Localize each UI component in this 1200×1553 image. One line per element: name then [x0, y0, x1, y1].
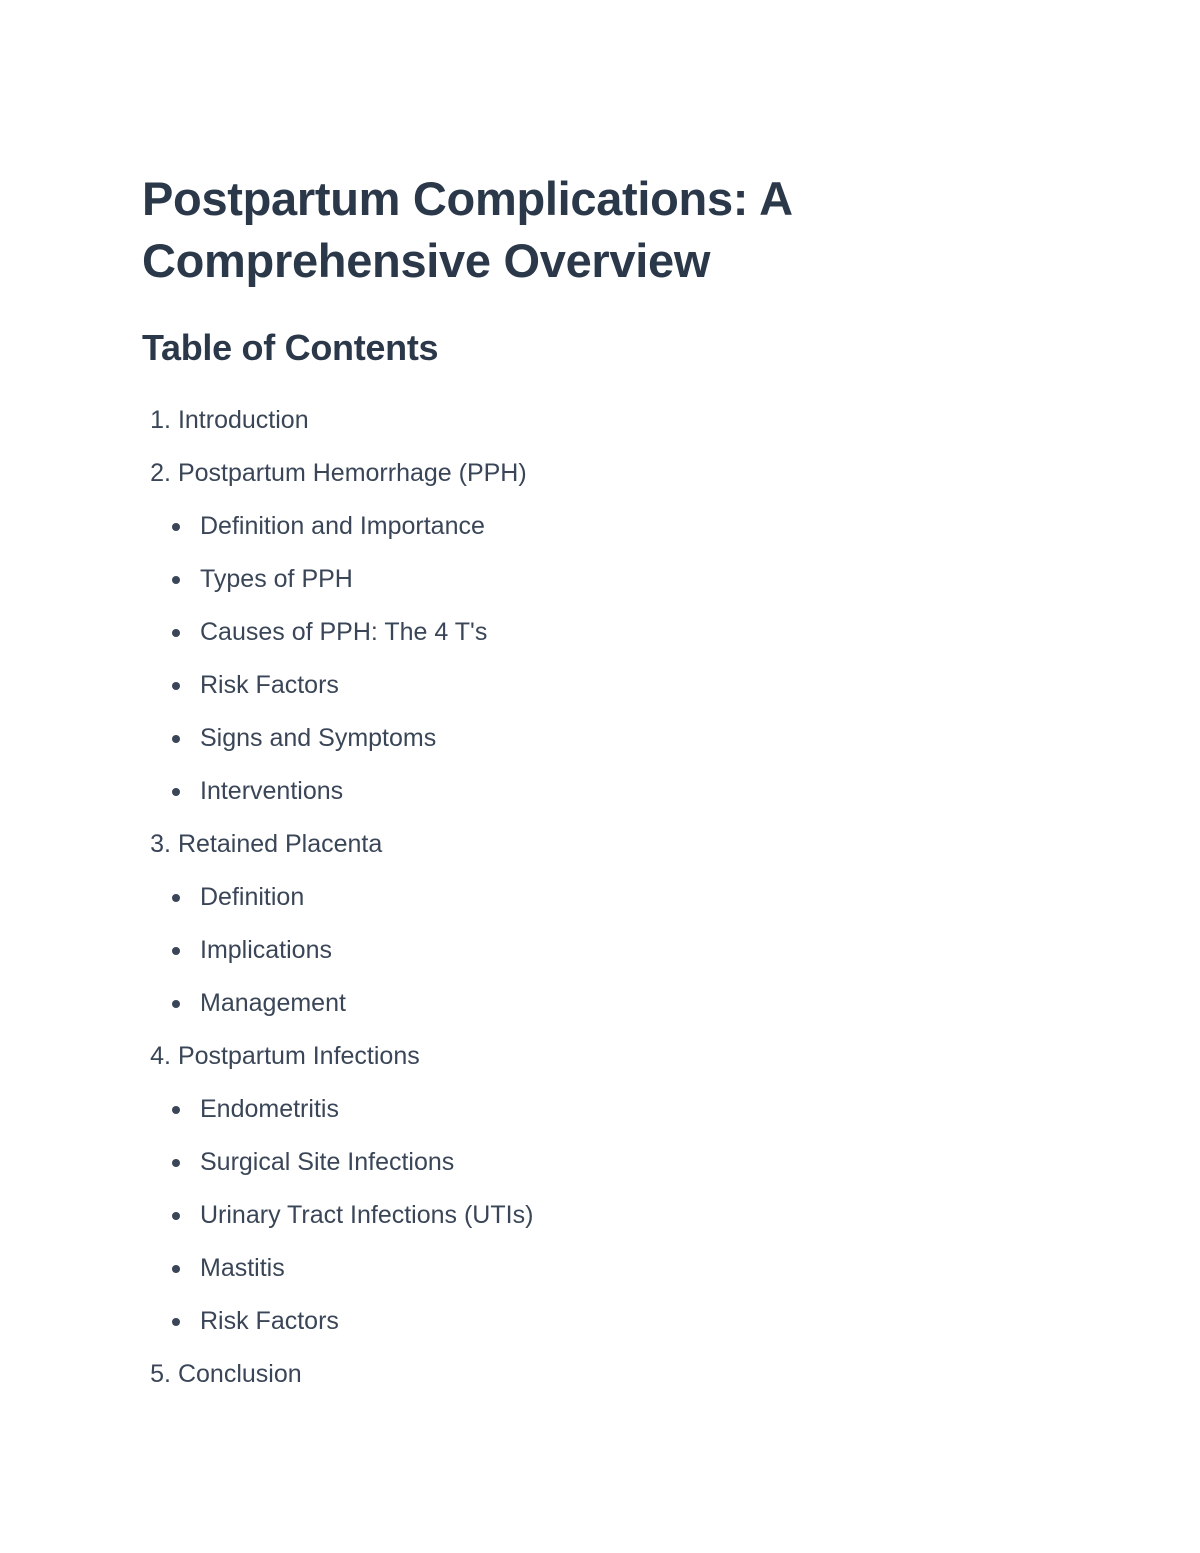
- toc-subentry-link[interactable]: [142, 659, 1102, 712]
- toc-entry-number: 4.: [150, 1042, 171, 1070]
- bullet-icon: [172, 1212, 180, 1220]
- toc-entry-link[interactable]: [142, 447, 1102, 500]
- toc-heading: Table of Contents: [142, 327, 439, 368]
- toc-subentry-label: Interventions: [200, 777, 344, 805]
- toc-entry-label: Introduction: [177, 406, 309, 434]
- toc-entry-number: 5.: [150, 1360, 171, 1388]
- bullet-icon: [172, 788, 180, 796]
- toc-subentry-label: Urinary Tract Infections (UTIs): [200, 1201, 534, 1229]
- toc-entry-label: Retained Placenta: [177, 830, 383, 858]
- toc-subentry-link[interactable]: [142, 1136, 1102, 1189]
- document-page: [142, 168, 1102, 1401]
- toc-item: [142, 447, 1102, 818]
- toc-subentry-label: Risk Factors: [200, 671, 339, 699]
- toc-entry-link[interactable]: [142, 394, 1102, 447]
- toc-subentry-label: Management: [200, 989, 346, 1017]
- toc-subentry-link[interactable]: [142, 977, 1102, 1030]
- toc-subentry-link[interactable]: [142, 553, 1102, 606]
- toc-sublist: [142, 1083, 1102, 1348]
- toc-subentry-label: Mastitis: [200, 1254, 285, 1282]
- toc-subentry-link[interactable]: [142, 765, 1102, 818]
- toc-subentry-label: Surgical Site Infections: [200, 1148, 455, 1176]
- bullet-icon: [172, 947, 180, 955]
- bullet-icon: [172, 1318, 180, 1326]
- toc-subentry-label: Causes of PPH: The 4 T's: [200, 618, 488, 646]
- bullet-icon: [172, 682, 180, 690]
- toc-entry-link[interactable]: [142, 1348, 1102, 1401]
- toc-sublist: [142, 500, 1102, 818]
- toc-subentry-label: Definition and Importance: [200, 512, 485, 540]
- toc-entry-number: 2.: [150, 459, 171, 487]
- bullet-icon: [172, 629, 180, 637]
- toc-subentry-link[interactable]: [142, 871, 1102, 924]
- toc-entry-label: Postpartum Hemorrhage (PPH): [177, 459, 527, 487]
- toc-subentry-label: Risk Factors: [200, 1307, 339, 1335]
- bullet-icon: [172, 1159, 180, 1167]
- toc-entry-label: Postpartum Infections: [177, 1042, 420, 1070]
- bullet-icon: [172, 1265, 180, 1273]
- toc-item: [142, 1030, 1102, 1348]
- toc-entry-link[interactable]: [142, 1030, 1102, 1083]
- toc-subentry-link[interactable]: [142, 712, 1102, 765]
- toc-entry-number: 3.: [150, 830, 171, 858]
- toc-item: [142, 1348, 1102, 1401]
- toc-entry-number: 1.: [150, 406, 171, 434]
- toc-entry-label: Conclusion: [177, 1360, 302, 1388]
- document-title: Postpartum Complications: A Comprehensive Overview: [142, 172, 792, 287]
- table-of-contents: [142, 394, 1102, 1401]
- bullet-icon: [172, 1000, 180, 1008]
- toc-subentry-link[interactable]: [142, 500, 1102, 553]
- bullet-icon: [172, 735, 180, 743]
- toc-subentry-label: Definition: [200, 883, 305, 911]
- toc-subentry-label: Implications: [200, 936, 332, 964]
- bullet-icon: [172, 523, 180, 531]
- toc-subentry-link[interactable]: [142, 606, 1102, 659]
- bullet-icon: [172, 576, 180, 584]
- toc-sublist: [142, 871, 1102, 1030]
- toc-item: [142, 394, 1102, 447]
- toc-subentry-link[interactable]: [142, 924, 1102, 977]
- toc-subentry-label: Types of PPH: [200, 565, 353, 593]
- toc-subentry-link[interactable]: [142, 1083, 1102, 1136]
- toc-subentry-link[interactable]: [142, 1295, 1102, 1348]
- toc-subentry-label: Endometritis: [200, 1095, 339, 1123]
- toc-subentry-link[interactable]: [142, 1242, 1102, 1295]
- toc-item: [142, 818, 1102, 1030]
- toc-entry-link[interactable]: [142, 818, 1102, 871]
- bullet-icon: [172, 1106, 180, 1114]
- toc-subentry-link[interactable]: [142, 1189, 1102, 1242]
- toc-subentry-label: Signs and Symptoms: [200, 724, 437, 752]
- bullet-icon: [172, 894, 180, 902]
